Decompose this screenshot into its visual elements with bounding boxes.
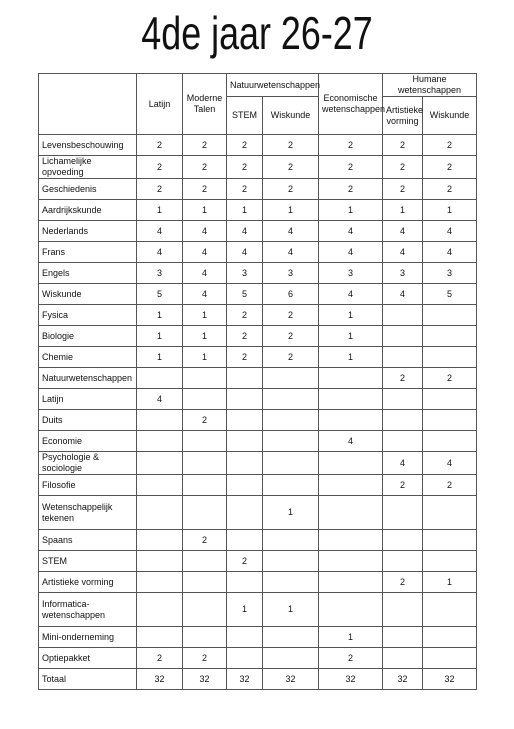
hours-cell: 3 <box>137 263 183 284</box>
subject-label: Informatica-wetenschappen <box>39 593 137 627</box>
subject-label: Filosofie <box>39 475 137 496</box>
hours-cell: 2 <box>383 156 423 179</box>
hours-cell: 32 <box>263 669 319 690</box>
hours-cell <box>383 627 423 648</box>
hours-cell <box>383 326 423 347</box>
hours-cell <box>183 551 227 572</box>
hours-cell: 6 <box>263 284 319 305</box>
table-row <box>39 200 477 221</box>
hours-cell: 1 <box>383 200 423 221</box>
hours-cell: 1 <box>137 200 183 221</box>
hours-cell <box>183 572 227 593</box>
timetable <box>38 73 477 690</box>
hours-cell: 2 <box>423 135 477 156</box>
subject-label: Economie <box>39 431 137 452</box>
hours-cell <box>227 572 263 593</box>
hours-cell <box>227 475 263 496</box>
hours-cell <box>263 410 319 431</box>
table-row <box>39 179 477 200</box>
hours-cell <box>423 530 477 551</box>
hours-cell <box>383 648 423 669</box>
hours-cell: 5 <box>137 284 183 305</box>
hours-cell <box>423 431 477 452</box>
hours-cell <box>137 593 183 627</box>
table-row <box>39 452 477 475</box>
table-row <box>39 627 477 648</box>
hours-cell: 32 <box>227 669 263 690</box>
hours-cell: 1 <box>263 593 319 627</box>
col-header-natuur-wiskunde: Wiskunde <box>263 97 319 135</box>
subject-label: Geschiedenis <box>39 179 137 200</box>
hours-cell <box>423 496 477 530</box>
hours-cell <box>423 648 477 669</box>
hours-cell: 2 <box>319 156 383 179</box>
hours-cell <box>227 452 263 475</box>
hours-cell <box>423 305 477 326</box>
hours-cell <box>263 551 319 572</box>
table-row <box>39 551 477 572</box>
subject-label: Wiskunde <box>39 284 137 305</box>
hours-cell <box>137 530 183 551</box>
subject-label: Artistieke vorming <box>39 572 137 593</box>
hours-cell: 2 <box>383 368 423 389</box>
hours-cell <box>227 410 263 431</box>
hours-cell: 1 <box>319 326 383 347</box>
hours-cell: 1 <box>263 496 319 530</box>
hours-cell: 1 <box>227 200 263 221</box>
hours-cell <box>383 389 423 410</box>
hours-cell: 4 <box>383 284 423 305</box>
hours-cell: 2 <box>227 551 263 572</box>
hours-cell <box>423 326 477 347</box>
hours-cell: 2 <box>263 347 319 368</box>
corner-cell <box>39 74 137 135</box>
hours-cell: 32 <box>423 669 477 690</box>
hours-cell <box>423 347 477 368</box>
table-row <box>39 648 477 669</box>
hours-cell <box>137 627 183 648</box>
hours-cell: 5 <box>423 284 477 305</box>
table-row <box>39 347 477 368</box>
hours-cell <box>137 452 183 475</box>
hours-cell: 2 <box>263 179 319 200</box>
hours-cell <box>183 452 227 475</box>
col-header-economische-wetenschappen: Economische wetenschappen <box>319 74 383 135</box>
hours-cell <box>319 410 383 431</box>
hours-cell: 2 <box>319 179 383 200</box>
hours-cell: 4 <box>263 242 319 263</box>
hours-cell <box>383 305 423 326</box>
hours-cell <box>423 389 477 410</box>
hours-cell: 1 <box>319 347 383 368</box>
hours-cell <box>137 496 183 530</box>
hours-cell: 4 <box>227 221 263 242</box>
hours-cell <box>137 410 183 431</box>
hours-cell: 2 <box>263 135 319 156</box>
hours-cell: 32 <box>319 669 383 690</box>
hours-cell: 2 <box>183 179 227 200</box>
hours-cell <box>263 452 319 475</box>
col-header-latijn: Latijn <box>137 74 183 135</box>
subject-label: Levensbeschouwing <box>39 135 137 156</box>
subject-label: Latijn <box>39 389 137 410</box>
hours-cell: 1 <box>137 305 183 326</box>
hours-cell: 1 <box>183 347 227 368</box>
hours-cell: 4 <box>137 242 183 263</box>
table-row <box>39 242 477 263</box>
hours-cell: 2 <box>383 135 423 156</box>
hours-cell: 2 <box>227 179 263 200</box>
hours-cell <box>319 551 383 572</box>
hours-cell: 1 <box>183 326 227 347</box>
hours-cell: 4 <box>423 242 477 263</box>
hours-cell <box>137 368 183 389</box>
hours-cell <box>137 431 183 452</box>
subject-label: STEM <box>39 551 137 572</box>
hours-cell <box>319 368 383 389</box>
hours-cell: 2 <box>227 326 263 347</box>
hours-cell <box>227 627 263 648</box>
hours-cell: 4 <box>137 389 183 410</box>
hours-cell: 4 <box>183 242 227 263</box>
hours-cell: 2 <box>227 156 263 179</box>
col-header-moderne-talen: Moderne Talen <box>183 74 227 135</box>
hours-cell: 32 <box>383 669 423 690</box>
hours-cell: 2 <box>319 648 383 669</box>
hours-cell: 2 <box>263 326 319 347</box>
hours-cell: 2 <box>227 135 263 156</box>
subject-label: Natuurwetenschappen <box>39 368 137 389</box>
hours-cell <box>383 410 423 431</box>
subject-label: Lichamelijke opvoeding <box>39 156 137 179</box>
hours-cell: 32 <box>183 669 227 690</box>
table-row <box>39 410 477 431</box>
hours-cell: 1 <box>137 326 183 347</box>
subject-label: Biologie <box>39 326 137 347</box>
hours-cell: 2 <box>423 475 477 496</box>
hours-cell: 4 <box>319 242 383 263</box>
table-body <box>39 135 477 690</box>
hours-cell: 3 <box>383 263 423 284</box>
hours-cell: 4 <box>183 263 227 284</box>
hours-cell: 1 <box>423 572 477 593</box>
hours-cell <box>319 452 383 475</box>
table-row <box>39 263 477 284</box>
hours-cell <box>183 389 227 410</box>
hours-cell: 4 <box>183 221 227 242</box>
hours-cell <box>423 593 477 627</box>
table-row <box>39 496 477 530</box>
hours-cell: 4 <box>383 221 423 242</box>
hours-cell: 2 <box>423 179 477 200</box>
hours-cell <box>263 648 319 669</box>
hours-cell: 2 <box>183 530 227 551</box>
hours-cell: 2 <box>423 156 477 179</box>
hours-cell <box>183 475 227 496</box>
hours-cell <box>227 648 263 669</box>
hours-cell: 3 <box>227 263 263 284</box>
hours-cell: 4 <box>319 431 383 452</box>
hours-cell: 2 <box>383 179 423 200</box>
hours-cell: 4 <box>137 221 183 242</box>
table-row <box>39 221 477 242</box>
subject-label: Optiepakket <box>39 648 137 669</box>
hours-cell: 1 <box>183 305 227 326</box>
hours-cell: 2 <box>183 410 227 431</box>
hours-cell <box>227 530 263 551</box>
table-row <box>39 389 477 410</box>
hours-cell: 1 <box>227 593 263 627</box>
subject-label: Nederlands <box>39 221 137 242</box>
hours-cell: 4 <box>383 242 423 263</box>
hours-cell <box>263 475 319 496</box>
hours-cell: 2 <box>263 156 319 179</box>
hours-cell: 2 <box>183 156 227 179</box>
subject-label: Psychologie & sociologie <box>39 452 137 475</box>
hours-cell <box>423 627 477 648</box>
hours-cell: 4 <box>383 452 423 475</box>
hours-cell <box>423 551 477 572</box>
hours-cell: 2 <box>263 305 319 326</box>
hours-cell <box>263 627 319 648</box>
table-row <box>39 305 477 326</box>
hours-cell: 2 <box>319 135 383 156</box>
hours-cell: 2 <box>137 179 183 200</box>
subject-label: Wetenschappelijk tekenen <box>39 496 137 530</box>
hours-cell <box>183 593 227 627</box>
subject-label: Totaal <box>39 669 137 690</box>
table-row <box>39 156 477 179</box>
table-row <box>39 593 477 627</box>
table-row <box>39 530 477 551</box>
hours-cell <box>383 593 423 627</box>
hours-cell: 2 <box>227 305 263 326</box>
table-row <box>39 135 477 156</box>
hours-cell <box>319 389 383 410</box>
hours-cell: 3 <box>263 263 319 284</box>
hours-cell: 1 <box>183 200 227 221</box>
hours-cell: 5 <box>227 284 263 305</box>
table-row <box>39 326 477 347</box>
hours-cell <box>263 530 319 551</box>
subject-label: Spaans <box>39 530 137 551</box>
hours-cell: 2 <box>183 648 227 669</box>
hours-cell: 1 <box>137 347 183 368</box>
hours-cell: 2 <box>183 135 227 156</box>
hours-cell <box>263 572 319 593</box>
hours-cell <box>319 530 383 551</box>
hours-cell: 2 <box>137 135 183 156</box>
hours-cell <box>319 572 383 593</box>
hours-cell: 4 <box>263 221 319 242</box>
hours-cell: 1 <box>263 200 319 221</box>
group-header-natuurwetenschappen: Natuurwetenschappen <box>227 74 319 97</box>
hours-cell: 3 <box>423 263 477 284</box>
hours-cell: 4 <box>423 452 477 475</box>
hours-cell: 1 <box>319 627 383 648</box>
hours-cell: 4 <box>319 221 383 242</box>
hours-cell <box>137 572 183 593</box>
table-row <box>39 475 477 496</box>
hours-cell: 4 <box>423 221 477 242</box>
hours-cell: 2 <box>383 572 423 593</box>
hours-cell <box>263 368 319 389</box>
hours-cell <box>227 496 263 530</box>
table-row <box>39 368 477 389</box>
hours-cell: 1 <box>319 305 383 326</box>
hours-cell: 4 <box>183 284 227 305</box>
table-row <box>39 572 477 593</box>
hours-cell: 4 <box>227 242 263 263</box>
subject-label: Engels <box>39 263 137 284</box>
hours-cell: 3 <box>319 263 383 284</box>
col-header-natuur-stem: STEM <box>227 97 263 135</box>
subject-label: Duits <box>39 410 137 431</box>
hours-cell: 2 <box>423 368 477 389</box>
hours-cell <box>227 368 263 389</box>
group-header-humane-wetenschappen: Humane wetenschappen <box>383 74 477 97</box>
hours-cell <box>227 389 263 410</box>
page-title: 4de jaar 26-27 <box>141 7 373 59</box>
col-header-humane-wiskunde: Wiskunde <box>423 97 477 135</box>
subject-label: Fysica <box>39 305 137 326</box>
table-row <box>39 431 477 452</box>
table-row <box>39 669 477 690</box>
hours-cell <box>263 431 319 452</box>
hours-cell <box>383 496 423 530</box>
hours-cell <box>263 389 319 410</box>
hours-cell <box>319 475 383 496</box>
hours-cell <box>183 496 227 530</box>
hours-cell <box>183 368 227 389</box>
hours-cell <box>423 410 477 431</box>
hours-cell <box>383 551 423 572</box>
subject-label: Frans <box>39 242 137 263</box>
subject-label: Aardrijkskunde <box>39 200 137 221</box>
hours-cell: 2 <box>383 475 423 496</box>
hours-cell: 32 <box>137 669 183 690</box>
hours-cell: 1 <box>423 200 477 221</box>
hours-cell <box>319 593 383 627</box>
hours-cell <box>137 551 183 572</box>
table-row <box>39 284 477 305</box>
hours-cell: 4 <box>319 284 383 305</box>
hours-cell <box>383 530 423 551</box>
hours-cell <box>319 496 383 530</box>
hours-cell: 1 <box>319 200 383 221</box>
hours-cell <box>227 431 263 452</box>
hours-cell <box>183 627 227 648</box>
hours-cell: 2 <box>137 156 183 179</box>
hours-cell <box>383 431 423 452</box>
hours-cell <box>383 347 423 368</box>
hours-cell: 2 <box>227 347 263 368</box>
hours-cell <box>183 431 227 452</box>
col-header-humane-artistieke: Artistieke vorming <box>383 97 423 135</box>
subject-label: Chemie <box>39 347 137 368</box>
hours-cell <box>137 475 183 496</box>
subject-label: Mini-onderneming <box>39 627 137 648</box>
hours-cell: 2 <box>137 648 183 669</box>
